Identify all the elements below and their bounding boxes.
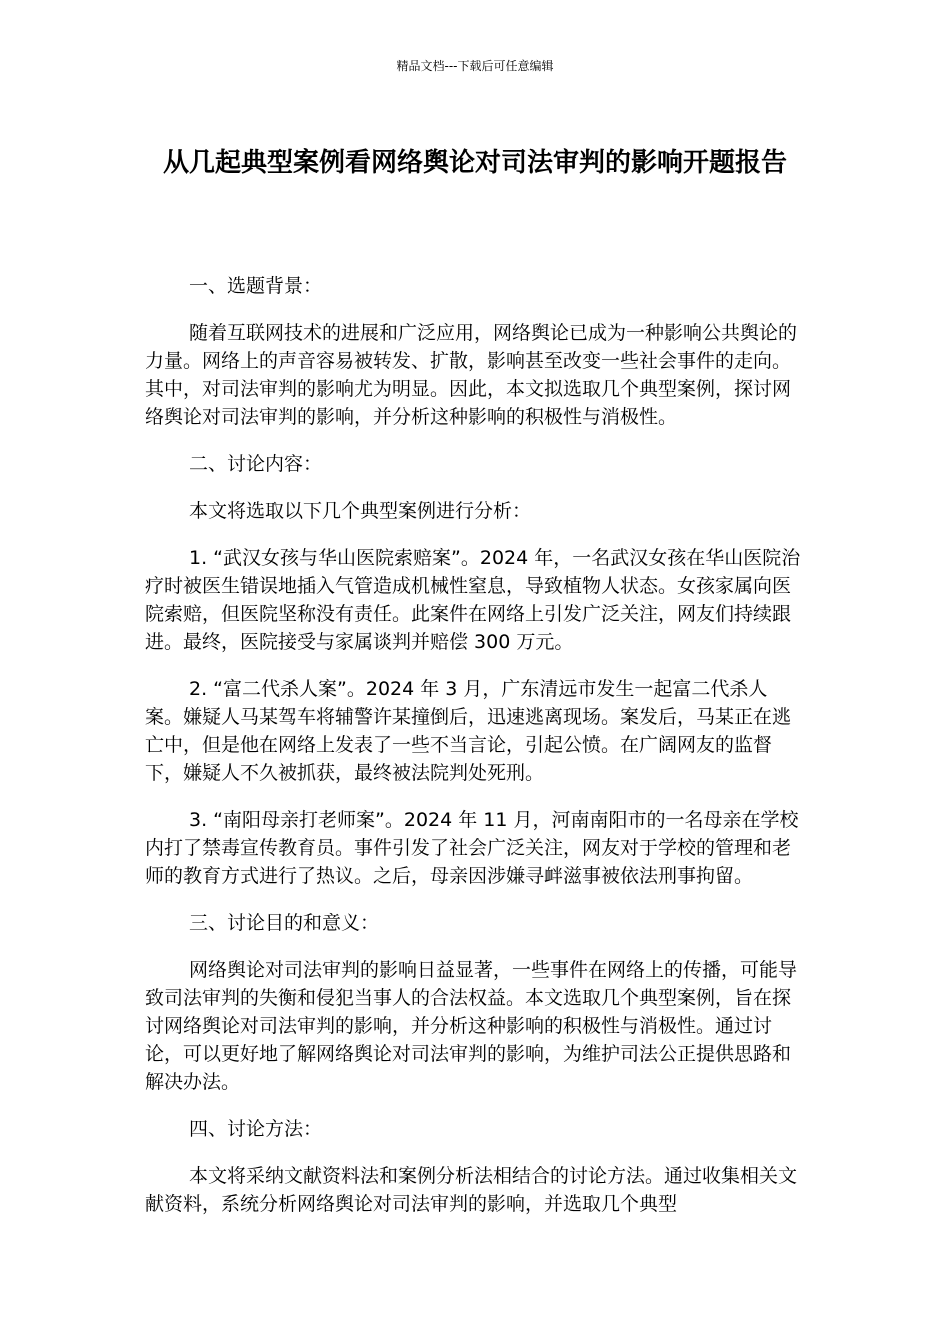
section-heading: 四、讨论方法：	[189, 1118, 323, 1140]
paragraph: 随着互联网技术的进展和广泛应用，网络舆论已成为一种影响公共舆论的力量。网络上的声音容易被转发、扩散，影响甚至改变一些社会事件的走向。其中，对司法审判的影响尤为明显。因此，本文拟选取几个典型案例，探讨网络舆论对司法审判的影响，并分析这种影响的积极性与消极性。	[145, 322, 798, 428]
case-paragraph: 1. “武汉女孩与华山医院索赔案”。2024 年，一名武汉女孩在华山医院治疗时被医生错误地插入气管造成机械性窒息，导致植物人状态。女孩家属向医院索赔，但医院坚称没有责任。此案件在网络上引发广泛关注，网友们持续跟进。最终，医院接受与家属谈判并赔偿 300 万元。	[145, 547, 801, 653]
section-heading: 二、讨论内容：	[189, 453, 323, 475]
document-title: 从几起典型案例看网络舆论对司法审判的影响开题报告	[162, 148, 787, 178]
case-paragraph: 3. “南阳母亲打老师案”。2024 年 11 月，河南南阳市的一名母亲在学校内打了禁毒宣传教育员。事件引发了社会广泛关注，网友对于学校的管理和老师的教育方式进行了热议。之后，母亲因涉嫌寻衅滋事被依法刑事拘留。	[145, 809, 799, 887]
header-note: 精品文档---下载后可任意编辑	[396, 59, 554, 73]
paragraph: 网络舆论对司法审判的影响日益显著，一些事件在网络上的传播，可能导致司法审判的失衡和侵犯当事人的合法权益。本文选取几个典型案例，旨在探讨网络舆论对司法审判的影响，并分析这种影响的积极性与消极性。通过讨论，可以更好地了解网络舆论对司法审判的影响，为维护司法公正提供思路和解决办法。	[145, 959, 798, 1093]
document-body	[145, 272, 805, 1237]
case-paragraph: 2. “富二代杀人案”。2024 年 3 月，广东清远市发生一起富二代杀人案。嫌疑人马某驾车将辅警许某撞倒后，迅速逃离现场。案发后，马某正在逃亡中，但是他在网络上发表了一些不当言论，引起公愤。在广阔网友的监督下，嫌疑人不久被抓获，最终被法院判处死刑。	[145, 678, 792, 784]
section-heading: 一、选题背景：	[189, 275, 323, 297]
section-heading: 三、讨论目的和意义：	[189, 912, 380, 934]
paragraph: 本文将采纳文献资料法和案例分析法相结合的讨论方法。通过收集相关文献资料，系统分析网络舆论对司法审判的影响，并选取几个典型	[145, 1165, 798, 1215]
paragraph: 本文将选取以下几个典型案例进行分析：	[189, 500, 532, 522]
